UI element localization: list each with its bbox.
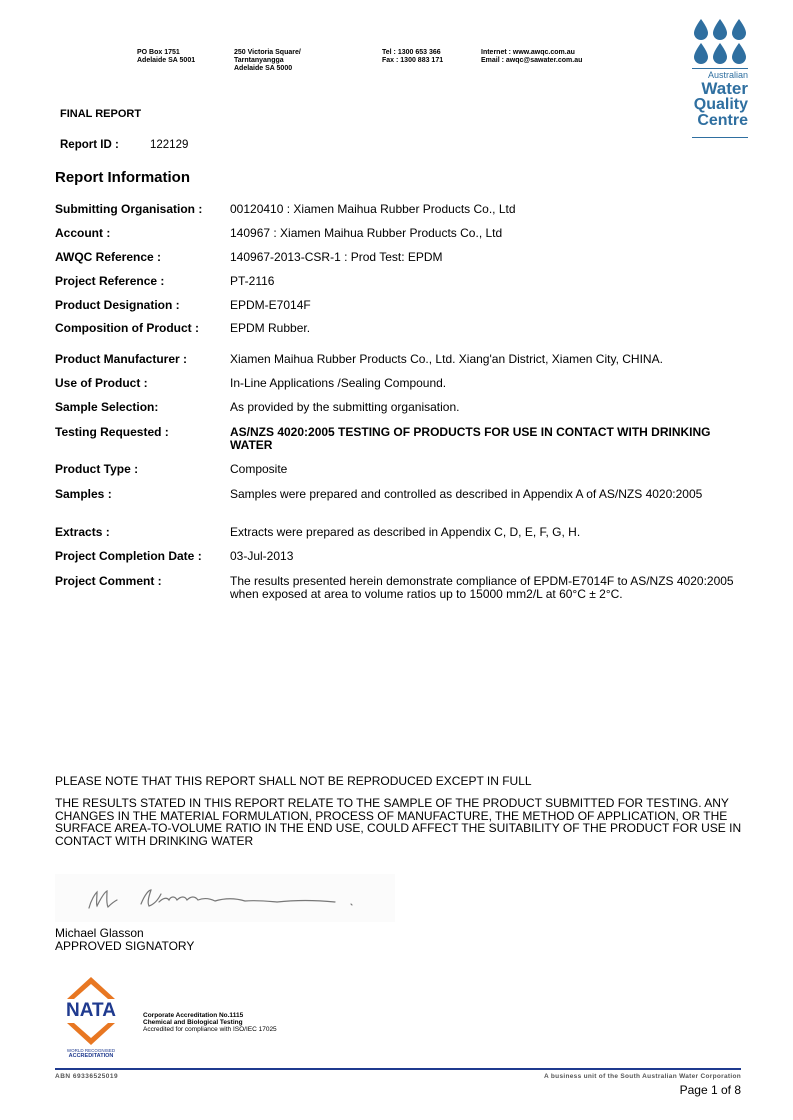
logo-divider [692, 68, 748, 69]
field-label: Project Completion Date : [55, 549, 202, 563]
signatory-title: APPROVED SIGNATORY [55, 939, 195, 953]
field-label: Product Designation : [55, 298, 180, 312]
footer-divider [55, 1068, 741, 1070]
reproduction-notice: PLEASE NOTE THAT THIS REPORT SHALL NOT BE REPRODUCED EXCEPT IN FULL [55, 774, 532, 788]
logo-line-water: Water [701, 79, 748, 98]
phone-block [382, 49, 443, 65]
field-label: AWQC Reference : [55, 250, 162, 264]
field-value: As provided by the submitting organisation. [230, 400, 460, 414]
phone-line: Tel : 1300 653 366 [382, 49, 441, 56]
page-number: Page 1 of 8 [679, 1083, 741, 1097]
field-label: Use of Product : [55, 376, 148, 390]
field-value: EPDM Rubber. [230, 321, 311, 335]
field-label: Product Type : [55, 462, 139, 476]
field-value: 03-Jul-2013 [230, 549, 294, 563]
water-drops-icon [692, 18, 748, 66]
po-box-line: PO Box 1751 [137, 49, 180, 56]
nata-logo-text: NATA [66, 1000, 116, 1021]
results-disclaimer: THE RESULTS STATED IN THIS REPORT RELATE TO THE SAMPLE OF THE PRODUCT SUBMITTED FOR TESTING. ANY CHANGES IN THE MATERIAL FORMULATION, PROCESS OF MANUFACTURE, THE METHOD OF APPLICATION, OR THE SURFACE AREA-TO-VOLUME RATIO IN THE END USE, COULD AFFECT THE SUITABILITY OF THE PRODUCT FOR USE IN CONTACT WITH DRINKING WATER [55, 796, 742, 848]
business-unit-note: A business unit of the South Australian Water Corporation [544, 1073, 741, 1080]
field-value: AS/NZS 4020:2005 TESTING OF PRODUCTS FOR USE IN CONTACT WITH DRINKING WATER [230, 425, 711, 452]
nata-logo [55, 975, 127, 1059]
field-label: Testing Requested : [55, 425, 169, 439]
address-block [234, 49, 301, 73]
abn-number: ABN 69336525019 [55, 1073, 119, 1080]
field-value: In-Line Applications /Sealing Compound. [230, 376, 447, 390]
signatory-block [55, 927, 194, 953]
fax-line: Fax : 1300 883 171 [382, 57, 444, 64]
field-label: Project Comment : [55, 574, 162, 588]
address-line: 250 Victoria Square/ [234, 49, 301, 56]
web-block [481, 49, 582, 65]
address-line: Tarntanyangga [234, 57, 284, 64]
report-id-value: 122129 [150, 139, 189, 151]
po-box-block [137, 49, 195, 65]
logo-line-centre: Centre [697, 112, 748, 129]
accreditation-scope: Chemical and Biological Testing [143, 1019, 243, 1026]
field-value: Extracts were prepared as described in Appendix C, D, E, F, G, H. [230, 525, 581, 539]
field-label: Project Reference : [55, 274, 165, 288]
field-value: PT-2116 [230, 274, 275, 288]
field-value: 00120410 : Xiamen Maihua Rubber Products Co., Ltd [230, 202, 516, 216]
report-status: FINAL REPORT [60, 108, 142, 120]
logo-line-quality: Quality [693, 96, 748, 113]
field-label: Submitting Organisation : [55, 202, 203, 216]
internet-line: Internet : www.awqc.com.au [481, 49, 575, 56]
address-line: Adelaide SA 5000 [234, 65, 293, 72]
accreditation-number: Corporate Accreditation No.1115 [143, 1012, 244, 1019]
field-label: Sample Selection: [55, 400, 159, 414]
signature-image [55, 874, 395, 922]
field-value: The results presented herein demonstrate compliance of EPDM-E7014F to AS/NZS 4020:2005 when exposed at area to volume ratios up to 15000 mm2/L at 60°C ± 2°C. [230, 574, 734, 601]
handwritten-signature-icon [55, 874, 395, 922]
field-value: Composite [230, 462, 288, 476]
section-title: Report Information [55, 169, 190, 186]
nata-logo-sub1: WORLD RECOGNISED [66, 1048, 116, 1053]
logo-underline [692, 137, 748, 138]
accreditation-compliance: Accredited for compliance with ISO/IEC 17025 [143, 1026, 277, 1033]
field-value: Samples were prepared and controlled as described in Appendix A of AS/NZS 4020:2005 [230, 487, 703, 501]
field-value: 140967 : Xiamen Maihua Rubber Products Co., Ltd [230, 226, 503, 240]
email-line: Email : awqc@sawater.com.au [481, 57, 583, 64]
field-label: Account : [55, 226, 111, 240]
nata-logo-sub2: ACCREDITATION [68, 1053, 114, 1059]
field-value: Xiamen Maihua Rubber Products Co., Ltd. Xiang'an District, Xiamen City, CHINA. [230, 352, 663, 366]
field-label: Extracts : [55, 525, 110, 539]
logo-line-australian: Australian [707, 70, 748, 80]
signatory-name: Michael Glasson [55, 926, 144, 940]
report-id-label: Report ID : [60, 139, 119, 151]
field-label: Composition of Product : [55, 321, 199, 335]
field-value: 140967-2013-CSR-1 : Prod Test: EPDM [230, 250, 443, 264]
field-label: Samples : [55, 487, 112, 501]
accreditation-block [143, 1012, 277, 1033]
field-value: EPDM-E7014F [230, 298, 311, 312]
po-box-line: Adelaide SA 5001 [137, 57, 196, 64]
field-label: Product Manufacturer : [55, 352, 188, 366]
